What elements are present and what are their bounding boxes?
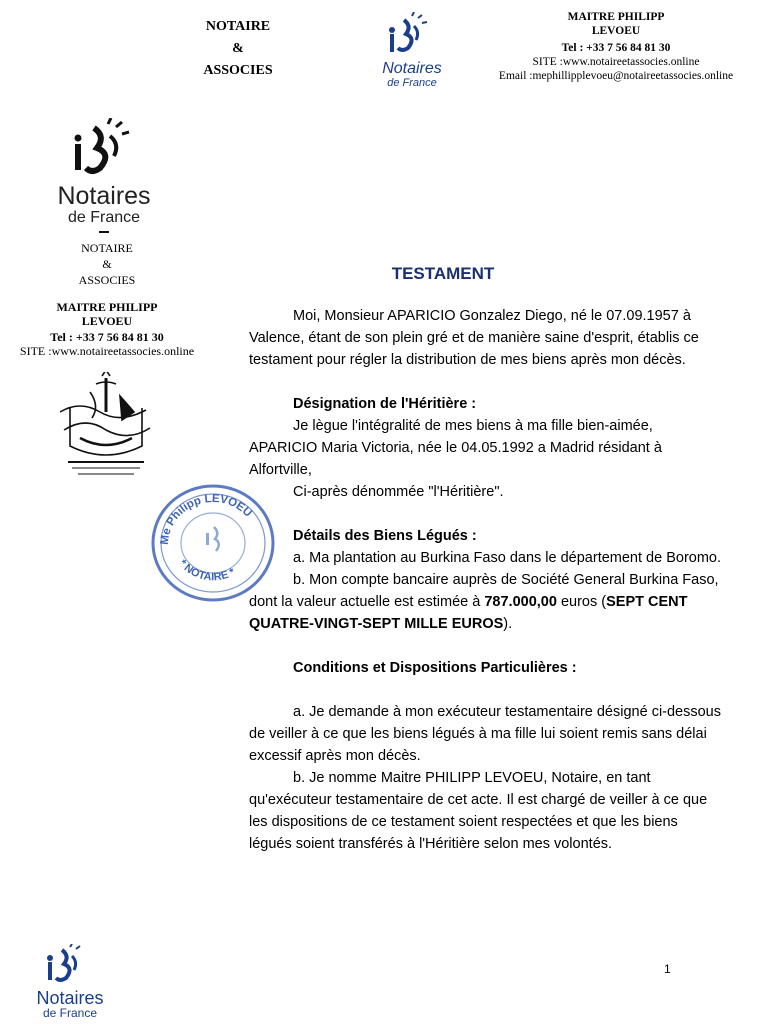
sidebar-name1: MAITRE PHILIPP <box>56 300 158 314</box>
heading-heritiere: Désignation de l'Héritière : <box>293 396 477 412</box>
logo-word: Notaires <box>382 60 442 77</box>
bien-b-paragraph <box>249 569 724 635</box>
page-number: 1 <box>664 962 671 976</box>
stamp-top-text: Me Philipp LEVOEU <box>158 492 254 546</box>
heritiere-paragraph: Je lègue l'intégralité de mes biens à ma fille bien-aimée, APARICIO Maria Victoria, née le 04.05.1992 a Madrid résidant à Alfortville, <box>249 418 662 478</box>
sidebar-logo <box>34 118 174 238</box>
sidebar-contact <box>0 300 214 358</box>
notaires-emblem-icon <box>362 12 462 56</box>
header-right-name2: LEVOEU <box>591 25 641 37</box>
stamp-bottom-text: * NOTAIRE * <box>176 557 238 584</box>
condition-b-paragraph: b. Je nomme Maitre PHILIPP LEVOEU, Notaire, en tant qu'exécuteur testamentaire de cet acte. Il est chargé de veiller à ce que les dispositions de ce testament soient respectées et que les biens légués soient transférés à l'Héritière selon mes volontés. <box>249 770 708 852</box>
page-title: TESTAMENT <box>391 264 495 283</box>
footer-logo <box>20 944 120 1020</box>
header-right-tel: Tel : +33 7 56 84 81 30 <box>561 42 671 54</box>
heritiere-denomination: Ci-après dénommée "l'Héritière". <box>293 484 504 500</box>
header-logo <box>362 12 462 88</box>
footer-logo-subword: de France <box>42 1006 98 1020</box>
blank-line <box>249 371 724 393</box>
header-left-line1: NOTAIRE <box>205 19 271 34</box>
blank-line <box>249 635 724 657</box>
header-left-block <box>198 16 278 82</box>
bien-a-paragraph: a. Ma plantation au Burkina Faso dans le département de Boromo. <box>293 550 722 566</box>
sidebar-firm <box>0 240 214 288</box>
footer-logo-word: Notaires <box>36 988 104 1008</box>
svg-text:* NOTAIRE * <box>176 558 237 584</box>
sidebar-line2: & <box>102 257 112 271</box>
sidebar-line3: ASSOCIES <box>78 273 136 287</box>
notaires-emblem-footer-icon <box>20 944 120 984</box>
sidebar-logo-dash <box>99 231 109 233</box>
sidebar-tel: Tel : +33 7 56 84 81 30 <box>50 330 164 344</box>
blank-line <box>249 503 724 525</box>
header-right-email: Email :mephillipplevoeu@notaireetassocies.online <box>498 70 734 82</box>
condition-a-paragraph: a. Je demande à mon exécuteur testamentaire désigné ci-dessous de veiller à ce que les biens légués à ma fille lui soient remis sans délai excessif après mon décès. <box>249 704 721 764</box>
logo-subword: de France <box>387 77 437 89</box>
bien-b-amount-words: SEPT CENT QUATRE-VINGT-SEPT MILLE EUROS <box>249 594 688 632</box>
intro-paragraph: Moi, Monsieur APARICIO Gonzalez Diego, né le 07.09.1957 à Valence, étant de son plein gré et de manière saine d'esprit, établis ce testament pour régler la distribution de mes biens après mon décès. <box>249 308 699 368</box>
bien-b-text-2: euros ( <box>556 594 607 610</box>
sidebar-logo-subword: de France <box>67 209 141 226</box>
sidebar-site: SITE :www.notaireetassocies.online <box>19 344 195 358</box>
bien-b-text-3: ). <box>503 616 513 632</box>
sidebar-name2: LEVOEU <box>81 314 133 328</box>
header-right-block <box>482 10 750 83</box>
header-left-line2: & <box>232 41 244 56</box>
bien-b-amount: 787.000,00 <box>484 594 557 610</box>
testament-body <box>249 305 724 855</box>
seal-drawing-icon <box>50 372 162 482</box>
huissier-seal <box>50 372 162 482</box>
sidebar-logo-word: Notaires <box>57 182 151 210</box>
header-right-name1: MAITRE PHILIPP <box>567 11 665 23</box>
blank-line <box>249 679 724 701</box>
notaires-emblem-large-icon <box>34 118 174 178</box>
heading-conditions: Conditions et Dispositions Particulières : <box>293 660 577 676</box>
header-left-line3: ASSOCIES <box>203 63 273 78</box>
header-right-site: SITE :www.notaireetassocies.online <box>532 56 700 68</box>
heading-biens: Détails des Biens Légués : <box>293 528 477 544</box>
bien-b-text-1: b. Mon compte bancaire auprès de Société General Burkina Faso, dont la valeur actuelle est estimée à <box>249 572 719 610</box>
sidebar-line1: NOTAIRE <box>81 241 133 255</box>
